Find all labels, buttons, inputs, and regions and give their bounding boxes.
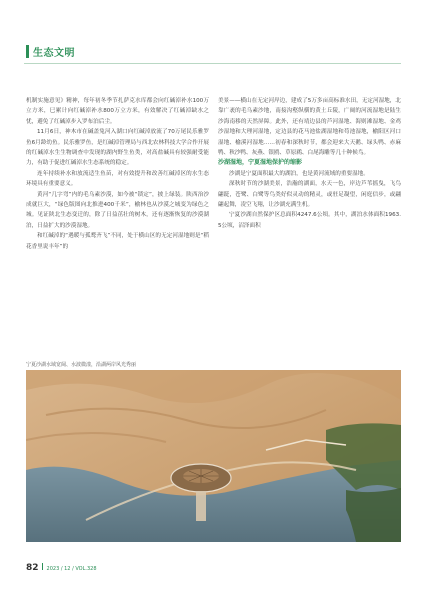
paragraph: 宁夏沙湖自然保护区总面积4247.6公顷。其中，湖泊水体面积1963.5公顷，沼泽面积 bbox=[218, 212, 401, 229]
reed-beds bbox=[346, 488, 401, 542]
paragraph: 黄河“几字弯”内的毛乌素沙漠，如今被“锁定”，披上绿装。陕西治沙成就巨大，“绿色版图向北推进400千米”，榆林也从沙漠之城变为绿色之城。见证陕北生态变迁的，除了日益茁壮的树木，还有逐渐恢复的沙漠湖泊，日益扩大的沙漠湿地。 bbox=[26, 191, 209, 229]
subheading: 沙湖湿地，宁夏湿地保护的缩影 bbox=[218, 159, 303, 167]
section-title: 生态文明 bbox=[33, 48, 75, 59]
paragraph: 和红碱淖的“遇暖与孤鹜齐飞”不同，处于横山区的无定河湿地则是“稻花香里说丰年”的 bbox=[26, 233, 209, 250]
paragraph: 深秋时节的沙湖美景，浩瀚的湖面，水天一色，岸边芦苇摇曳，飞鸟翩跹，苍鹭、白鹭等鸟类好似灵动的精灵，或驻足凝望，闲庭信步，或翩翩起舞，凌空飞翔，让沙湖充满生机。 bbox=[218, 181, 401, 209]
header-divider bbox=[24, 63, 401, 64]
paragraph: 沙湖是宁夏面积最大的湖泊，也是黄河流域的重要湿地。 bbox=[229, 170, 369, 177]
section-header bbox=[26, 44, 75, 59]
right-column bbox=[218, 96, 401, 231]
paragraph: 美景——横山在无定河岸边，建成了5万多亩高标准水田，无定河湿地，北靠广袤的毛乌素沙地，南接沟壑纵横的黄土丘陵，广阔的河流湿地是陆生沙海南移的天然屏障。此外，还有靖边县的芦河湿地、海则滩湿地、金鸡沙湿地和大理河湿地，定边县的花马池盐湖湿地和苟池湿地，榆阳区河口湿地、榆溪河湿地……初春和深秋时节，都会迎来大天鹅、绿头鸭、赤麻鸭、秋沙鸭、灰燕、银鸥、草原鹛、白尾海雕等几十种候鸟。 bbox=[218, 98, 401, 157]
section-accent-bar bbox=[26, 45, 29, 58]
paragraph: 机制实施意见》精神，每年初冬季节扎萨克水库都会向红碱淖补水100万立方米，巳累计向红碱淖补水800万立方米，有效解决了红碱淖缺水之忧，避免了红碱淖步入罗布泊后尘。 bbox=[26, 98, 209, 125]
issue-info: 2023 / 12 / VOL.328 bbox=[46, 566, 97, 572]
left-column bbox=[26, 96, 209, 252]
page-footer bbox=[26, 563, 97, 573]
paragraph: 连年持续补水和放流适生鱼苗，对有效提升和改善红碱淖区的水生态环境具有重要意义。 bbox=[26, 170, 209, 188]
page-number: 82 bbox=[26, 563, 39, 573]
photo-caption: 宁夏沙湖水域宽阔、水波微漾，沿湖两岸风光秀丽 bbox=[26, 362, 137, 368]
footer-separator bbox=[42, 563, 43, 570]
pier bbox=[196, 491, 206, 521]
aerial-photo bbox=[26, 370, 401, 542]
paragraph: 11月6日，神木市在碱盖兔河入湖口向红碱淖放流了70万尾民乐雅罗鱼6月龄幼鱼。民乐雅罗鱼，是红碱淖管理局与西北农林科技大学合作开展的红碱淖水生生物调查中发现的湖内野生鱼类，对高盐碱具有较强耐受能力，有助于促进红碱淖水生态系统的稳定。 bbox=[26, 129, 209, 167]
